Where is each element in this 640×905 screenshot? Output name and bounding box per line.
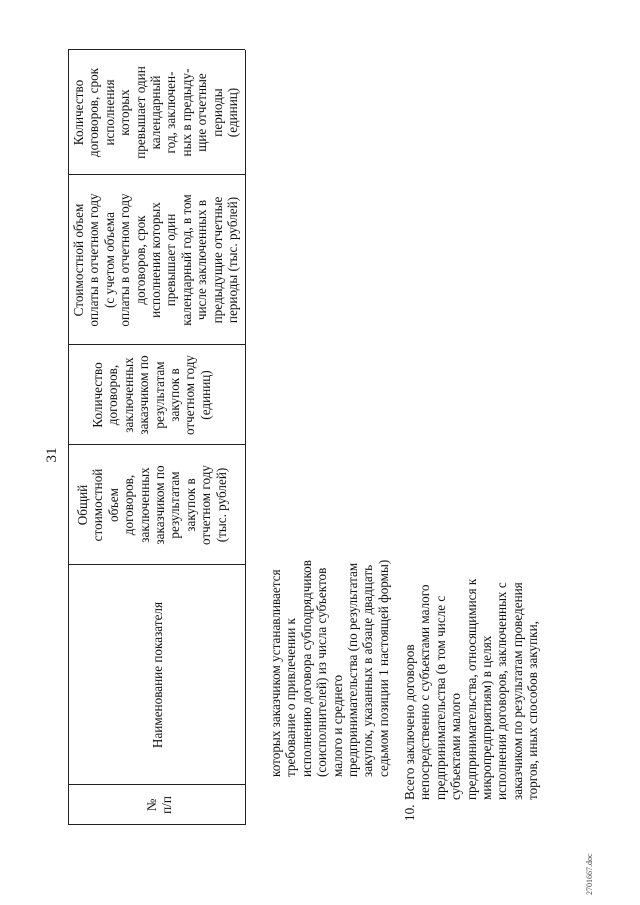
text-line: исполнению договора субподрядчиков xyxy=(298,560,314,777)
text-line: микропредприятиям) в целях xyxy=(479,635,495,800)
text-line: предпринимательства (по результатам xyxy=(345,562,361,777)
header-cell-indicator-name xyxy=(68,565,245,785)
header-line: превышает один xyxy=(163,213,179,307)
page-number: 31 xyxy=(44,447,60,463)
header-line: Количество xyxy=(71,79,86,146)
header-line: (с учетом объема xyxy=(101,212,117,308)
header-line: периоды xyxy=(209,88,225,137)
header-line: ных в предыду- xyxy=(178,68,194,157)
text-line: требование о привлечении к xyxy=(283,618,299,777)
header-line: договоров, срок xyxy=(86,67,102,158)
header-line: № xyxy=(144,798,159,812)
header-cell-number xyxy=(68,785,245,825)
header-line: Стоимостной объем xyxy=(71,203,86,317)
continued-row-text xyxy=(268,560,391,777)
header-line: календарный xyxy=(148,75,164,150)
header-cell-contract-count xyxy=(68,345,245,445)
row-indicator-text xyxy=(402,579,541,800)
header-cell-multiyear-count xyxy=(68,50,245,175)
header-line: договоров, срок xyxy=(132,215,148,305)
header-line: Наименование показателя xyxy=(150,601,165,749)
header-line: результатам xyxy=(167,471,183,539)
header-line: (единиц) xyxy=(197,370,213,420)
header-bottom-border xyxy=(245,50,246,825)
text-line: непосредственно с субъектами малого xyxy=(417,584,433,800)
header-line: объем xyxy=(105,488,121,522)
text-line: заказчиком по результатам проведения xyxy=(509,582,525,800)
header-line: заказчиком по xyxy=(152,465,168,545)
text-line: малого и среднего xyxy=(329,674,345,777)
header-line: отчетном году xyxy=(198,464,214,546)
file-tag: 2701667.doc xyxy=(585,853,594,895)
text-line: (соисполнителей) из числа субъектов xyxy=(314,567,330,777)
header-line: договоров, xyxy=(121,474,137,536)
text-line: Всего заключено договоров xyxy=(402,644,417,800)
header-line: щие отчетные xyxy=(194,73,210,152)
header-line: которых xyxy=(117,89,133,136)
text-line: предпринимательства (в том числе с xyxy=(432,595,448,800)
header-cell-total-value xyxy=(68,445,245,565)
text-line: исполнения договоров, заключенных с xyxy=(494,582,510,800)
header-line: год, заключен- xyxy=(163,71,179,154)
header-line: стоимостной xyxy=(90,468,106,542)
header-line: закупок в xyxy=(182,478,198,532)
header-line: периоды (тыс. рублей) xyxy=(225,196,241,324)
header-line: предыдущие отчетные xyxy=(209,196,225,324)
header-line: числе заключенных в xyxy=(194,199,210,321)
header-line: исполнения xyxy=(101,79,117,146)
header-line: заказчиком по xyxy=(136,355,152,435)
header-line: п/п xyxy=(159,796,175,814)
text-line: предпринимательства, относящимися к xyxy=(463,578,479,800)
header-line: оплаты в отчетном году xyxy=(117,193,133,327)
header-line: (единиц) xyxy=(225,87,241,138)
header-line: Количество xyxy=(90,362,105,428)
header-line: исполнения которых xyxy=(148,202,164,318)
text-line: субъектами малого xyxy=(448,693,464,800)
header-line: закупок в xyxy=(167,368,183,422)
header-line: заключенных xyxy=(120,357,136,433)
header-line: отчетном году xyxy=(182,354,198,436)
text-line: которых заказчиком устанавливается xyxy=(268,569,283,777)
header-line: (тыс. рублей) xyxy=(213,467,229,543)
header-line: результатам xyxy=(151,361,167,429)
header-line: оплаты в отчетном году xyxy=(86,193,102,327)
header-line: превышает один xyxy=(132,66,148,159)
row-number: 10. xyxy=(402,804,417,821)
header-cell-payment-value xyxy=(68,175,245,345)
header-line: заключенных xyxy=(136,467,152,543)
text-line: закупок, указанных в абзаце двадцать xyxy=(360,564,376,777)
header-line: договоров, xyxy=(105,364,121,426)
text-line: торгов, иных способов закупки, xyxy=(525,621,541,800)
header-line: календарный год, в том xyxy=(178,194,194,326)
text-line: седьмом позиции 1 настоящей формы) xyxy=(375,559,391,777)
header-line: Общий xyxy=(75,484,90,526)
